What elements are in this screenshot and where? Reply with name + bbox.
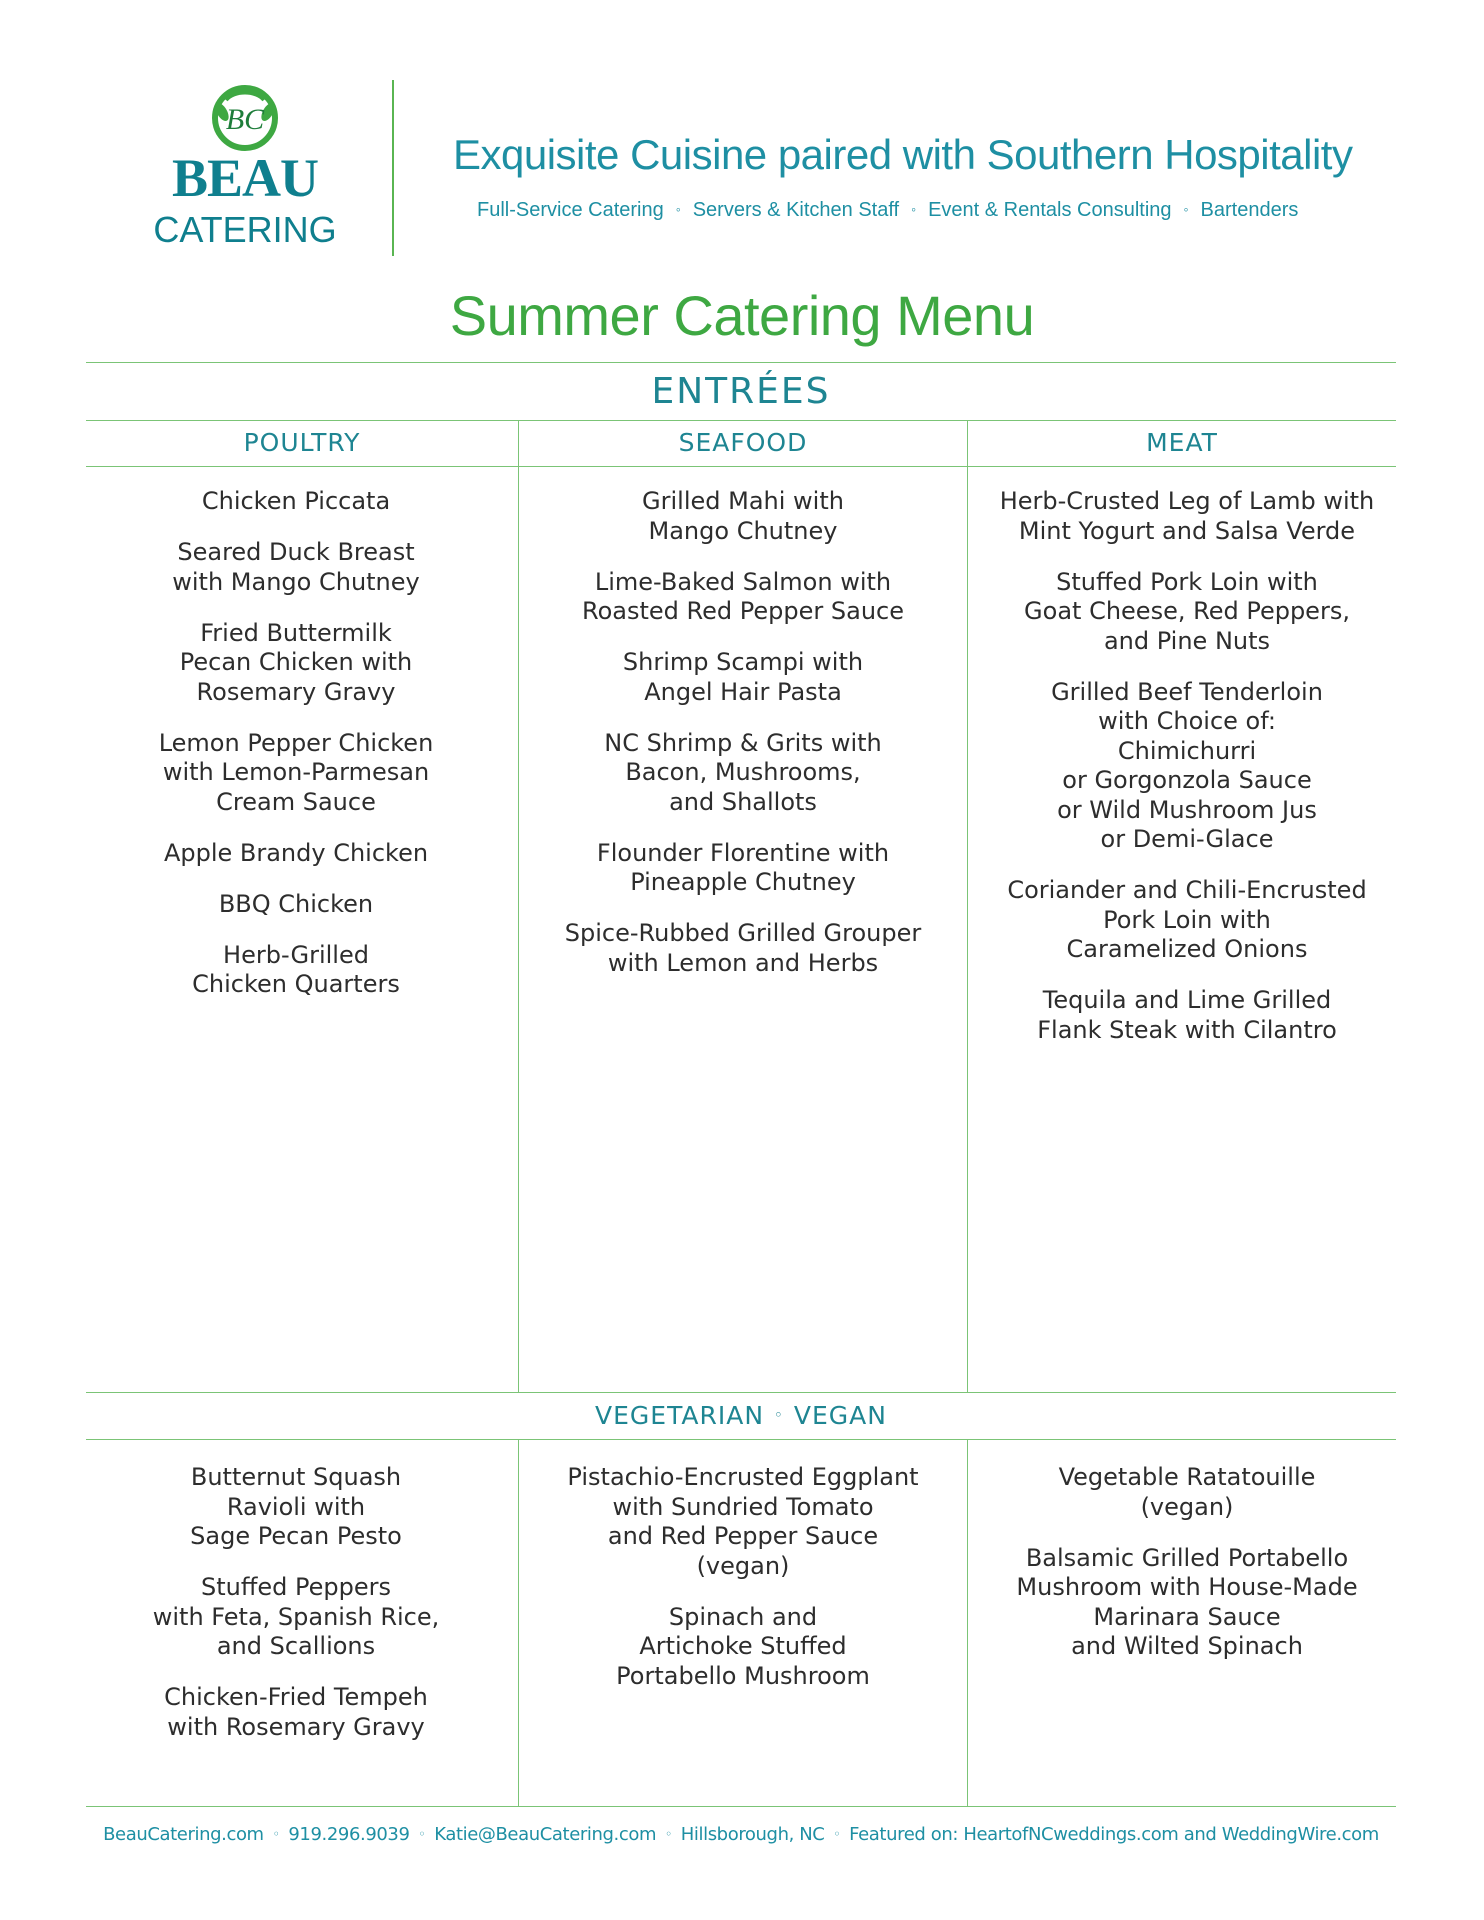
logo-word-catering: CATERING (153, 209, 337, 250)
divider-line (86, 466, 1396, 467)
service-item: Servers & Kitchen Staff (692, 199, 900, 221)
separator-dot: ◦ (911, 201, 917, 217)
separator-dot: ◦ (665, 1827, 672, 1841)
menu-item: Spinach and Artichoke Stuffed Portabello Mushroom (616, 1602, 870, 1690)
poultry-column (96, 487, 496, 1021)
veg-column-3 (978, 1463, 1396, 1683)
logo-monogram: BC (225, 103, 265, 136)
menu-item: Grilled Mahi with Mango Chutney (642, 487, 844, 545)
menu-item: Tequila and Lime Grilled Flank Steak with Cilantro (1037, 986, 1337, 1044)
menu-item: Grilled Beef Tenderloin with Choice of: Chimichurri or Gorgonzola Sauce or Wild Mushroom Jus or Demi-Glace (1051, 677, 1323, 853)
divider-line (86, 1392, 1396, 1393)
separator-dot: ◦ (418, 1827, 426, 1841)
vegetarian-label: VEGETARIAN (595, 1401, 765, 1430)
divider-line (86, 362, 1396, 363)
menu-item: Seared Duck Breast with Mango Chutney (172, 538, 420, 596)
menu-item: Herb-Grilled Chicken Quarters (192, 940, 400, 998)
menu-item: Vegetable Ratatouille (vegan) (1058, 1463, 1316, 1521)
menu-item: Coriander and Chili-Encrusted Pork Loin with Caramelized Onions (1007, 876, 1367, 963)
separator-dot: ◦ (1183, 201, 1189, 217)
veg-column-1 (96, 1463, 496, 1764)
featured-text: Featured on: HeartofNCweddings.com and WeddingWire.com (849, 1824, 1379, 1845)
separator-dot: ◦ (833, 1827, 841, 1841)
menu-item: Flounder Florentine with Pineapple Chutney (596, 838, 890, 896)
divider-line (86, 420, 1396, 421)
service-item: Bartenders (1200, 199, 1299, 221)
service-item: Event & Rentals Consulting (928, 199, 1172, 221)
menu-item: Apple Brandy Chicken (163, 838, 429, 867)
separator-dot: ◦ (272, 1827, 280, 1841)
logo-word-beau: BEAU (171, 148, 319, 208)
footer-contact (86, 1822, 1396, 1847)
vegetarian-vegan-heading (86, 1399, 1396, 1432)
beau-catering-logo (140, 80, 350, 255)
header-divider (392, 80, 394, 256)
seafood-heading: SEAFOOD (678, 428, 808, 457)
column-divider (518, 1439, 519, 1806)
veg-column-2 (529, 1463, 957, 1713)
separator-dot: ◦ (675, 201, 681, 217)
menu-item: Chicken Piccata (201, 487, 391, 515)
column-divider (967, 420, 968, 1392)
column-divider (518, 420, 519, 1392)
menu-item: BBQ Chicken (218, 889, 374, 918)
separator-dot: ◦ (774, 1406, 784, 1424)
menu-item: Shrimp Scampi with Angel Hair Pasta (622, 648, 864, 706)
menu-item: Stuffed Pork Loin with Goat Cheese, Red Peppers, and Pine Nuts (1024, 567, 1350, 655)
menu-item: Pistachio-Encrusted Eggplant with Sundried Tomato and Red Pepper Sauce (vegan) (567, 1463, 919, 1580)
services-list (477, 196, 1377, 223)
divider-line (86, 1439, 1396, 1440)
entrees-heading: ENTRÉES (651, 371, 831, 412)
bc-monogram-icon (206, 82, 284, 154)
menu-item: Chicken-Fried Tempeh with Rosemary Gravy (164, 1683, 428, 1741)
menu-item: Spice-Rubbed Grilled Grouper with Lemon and Herbs (564, 919, 922, 977)
menu-item: Lime-Baked Salmon with Roasted Red Pepper Sauce (582, 567, 904, 625)
phone-number[interactable]: 919.296.9039 (288, 1824, 410, 1845)
location-text: Hillsborough, NC (680, 1824, 825, 1845)
meat-column (978, 487, 1396, 1067)
tagline: Exquisite Cuisine paired with Southern Hospitality (453, 131, 1353, 178)
menu-item: Fried Buttermilk Pecan Chicken with Rosemary Gravy (179, 618, 413, 706)
seafood-column (529, 487, 957, 1000)
menu-item: Lemon Pepper Chicken with Lemon-Parmesan Cream Sauce (158, 728, 434, 816)
menu-item: Butternut Squash Ravioli with Sage Pecan Pesto (190, 1463, 402, 1550)
divider-line (86, 1806, 1396, 1807)
menu-item: Stuffed Peppers with Feta, Spanish Rice, and Scallions (152, 1573, 440, 1660)
column-divider (967, 1439, 968, 1806)
menu-item: NC Shrimp & Grits with Bacon, Mushrooms, and Shallots (604, 728, 882, 816)
website-link[interactable]: BeauCatering.com (103, 1824, 264, 1845)
email-link[interactable]: Katie@BeauCatering.com (434, 1824, 657, 1845)
meat-heading: MEAT (1146, 428, 1218, 457)
poultry-heading: POULTRY (243, 428, 361, 457)
menu-item: Herb-Crusted Leg of Lamb with Mint Yogurt and Salsa Verde (999, 487, 1375, 545)
menu-title: Summer Catering Menu (449, 284, 1035, 347)
vegan-label: VEGAN (793, 1401, 887, 1430)
menu-item: Balsamic Grilled Portabello Mushroom with House-Made Marinara Sauce and Wilted Spinach (1016, 1543, 1358, 1660)
service-item: Full-Service Catering (477, 199, 664, 221)
